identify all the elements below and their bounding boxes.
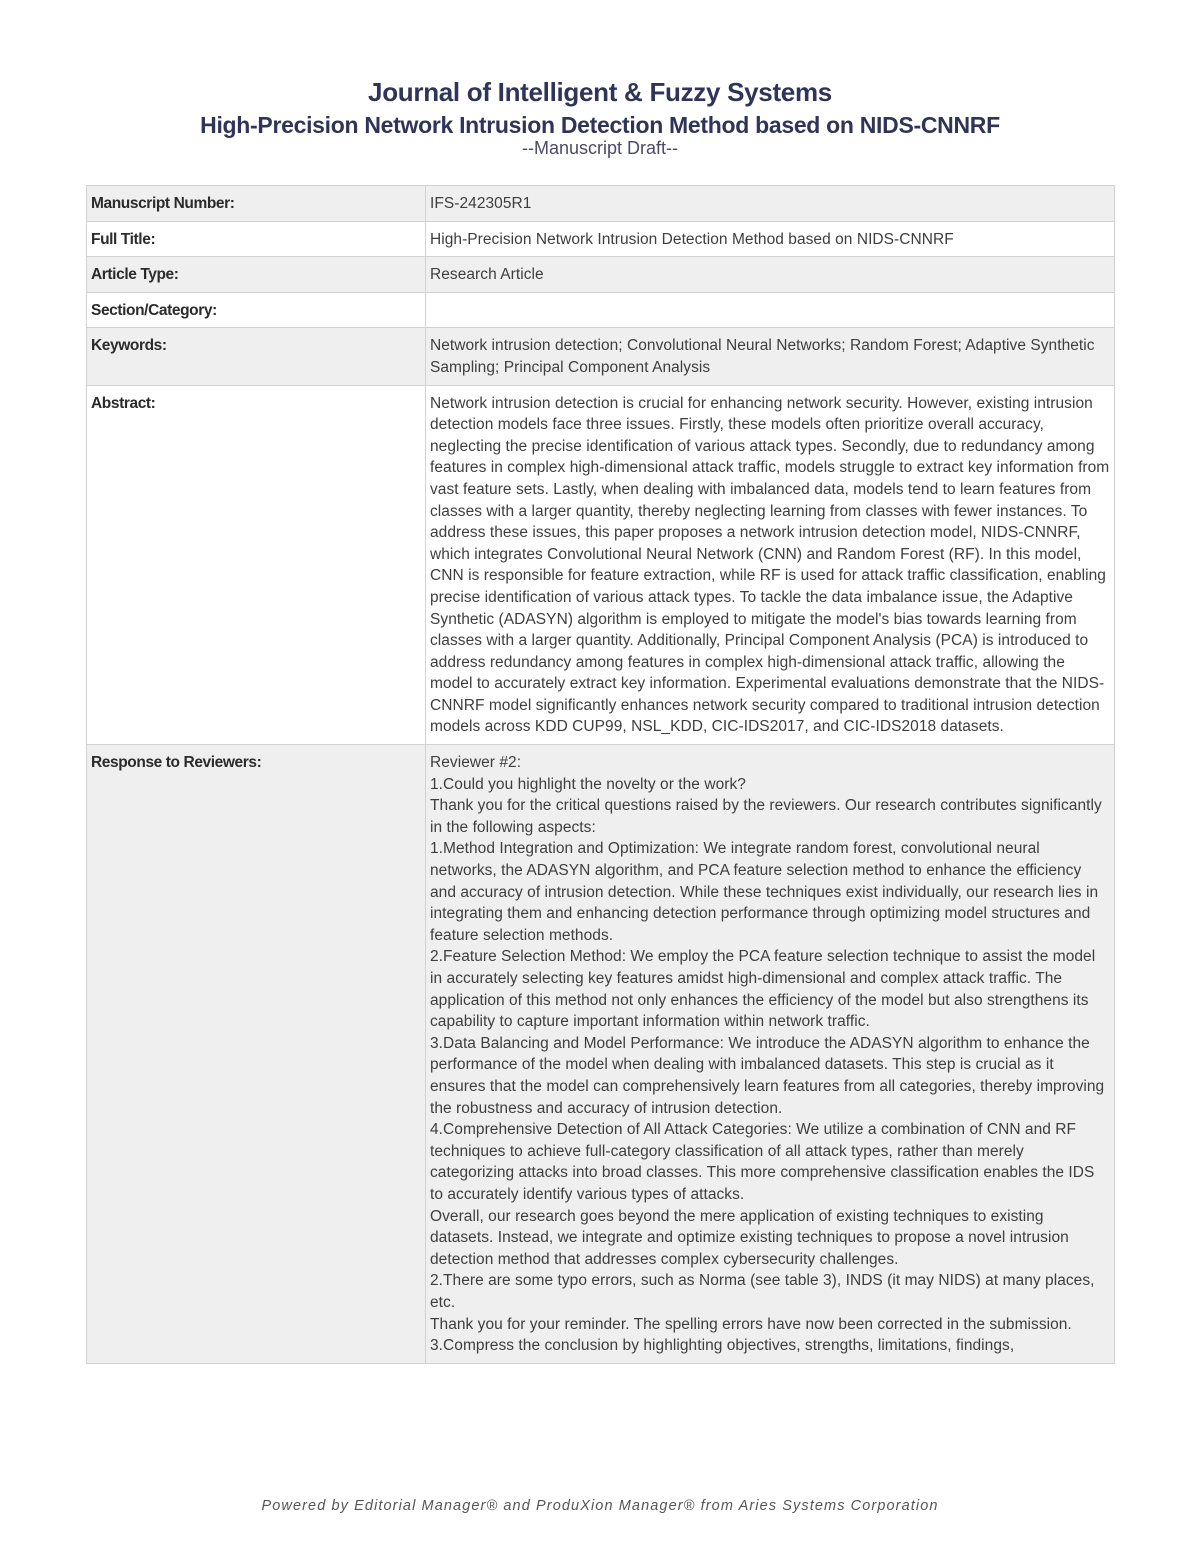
section-category-label: Section/Category: — [87, 292, 426, 328]
section-category-value — [426, 292, 1115, 328]
keywords-value: Network intrusion detection; Convolutional Neural Networks; Random Forest; Adaptive Synthetic Sampling; Principal Component Analysis — [426, 328, 1115, 385]
response-paragraph: 1.Method Integration and Optimization: We integrate random forest, convolutional neural networks, the ADASYN algorithm, and PCA feature selection method to enhance the efficiency and accuracy of intrusion detection. While these techniques exist individually, our research lies in integrating them and enhancing detection performance through optimizing model structures and feature selection methods. — [430, 840, 1099, 944]
abstract-label: Abstract: — [87, 385, 426, 745]
keywords-label: Keywords: — [87, 328, 426, 385]
table-row-keywords — [87, 328, 1115, 385]
table-row-article-type — [87, 257, 1115, 293]
article-type-value: Research Article — [426, 257, 1115, 293]
table-row-response-to-reviewers — [87, 745, 1115, 1364]
table-row-manuscript-number — [87, 186, 1115, 222]
response-paragraph: 3.Data Balancing and Model Performance: We introduce the ADASYN algorithm to enhance the performance of the model when dealing with imbalanced datasets. This step is crucial as it ensures that the model can comprehensively learn features from all categories, thereby improving the robustness and accuracy of intrusion detection. — [430, 1034, 1105, 1117]
journal-title: Journal of Intelligent & Fuzzy Systems — [368, 77, 832, 107]
response-paragraph: Overall, our research goes beyond the mere application of existing techniques to existing datasets. Instead, we integrate and optimize existing techniques to propose a novel intrusion detection method that addresses complex cybersecurity challenges. — [430, 1207, 1069, 1268]
manuscript-number-value: IFS-242305R1 — [426, 186, 1115, 222]
response-paragraph: Thank you for your reminder. The spelling errors have now been corrected in the submission. — [430, 1315, 1072, 1333]
document-header — [0, 74, 1200, 158]
full-title-label: Full Title: — [87, 221, 426, 257]
response-paragraph: 4.Comprehensive Detection of All Attack Categories: We utilize a combination of CNN and RF techniques to achieve full-category classification of all attack types, rather than merely categorizing attacks into broad classes. This more comprehensive classification enables the IDS to accurately identify various types of attacks. — [430, 1121, 1095, 1203]
response-to-reviewers-label: Response to Reviewers: — [87, 745, 426, 1364]
full-title-value: High-Precision Network Intrusion Detection Method based on NIDS-CNNRF — [426, 221, 1115, 257]
response-paragraph: 3.Compress the conclusion by highlighting objectives, strengths, limitations, findings, — [430, 1337, 1015, 1355]
table-row-abstract — [87, 385, 1115, 745]
response-to-reviewers-value — [426, 745, 1115, 1364]
response-paragraph: 2.Feature Selection Method: We employ the PCA feature selection technique to assist the model in accurately selecting key features amidst high-dimensional and complex attack traffic. The application of this method not only enhances the efficiency of the model but also strengthens its capability to capture important information within network traffic. — [430, 948, 1096, 1031]
response-paragraph: 1.Could you highlight the novelty or the work? — [430, 775, 746, 793]
response-paragraph: Reviewer #2: — [430, 754, 522, 772]
article-type-label: Article Type: — [87, 257, 426, 293]
abstract-value: Network intrusion detection is crucial for enhancing network security. However, existing intrusion detection models face three issues. Firstly, these models often prioritize overall accuracy, neglecting the precise identification of various attack types. Secondly, due to redundancy among features in complex high-dimensional attack traffic, models struggle to extract key information from vast feature sets. Lastly, when dealing with imbalanced data, models tend to learn features from classes with a larger quantity, thereby neglecting learning from classes with fewer instances. To address these issues, this paper proposes a network intrusion detection model, NIDS-CNNRF, which integrates Convolutional Neural Network (CNN) and Random Forest (RF). In this model, CNN is responsible for feature extraction, while RF is used for attack traffic classification, enabling precise identification of various attack types. To tackle the data imbalance issue, the Adaptive Synthetic (ADASYN) algorithm is employed to mitigate the model's bias towards learning from classes with a larger quantity. Additionally, Principal Component Analysis (PCA) is introduced to address redundancy among features in complex high-dimensional attack traffic, allowing the model to accurately extract key information. Experimental evaluations demonstrate that the NIDS-CNNRF model significantly enhances network security compared to traditional intrusion detection models across KDD CUP99, NSL_KDD, CIC-IDS2017, and CIC-IDS2018 datasets. — [426, 385, 1115, 745]
manuscript-number-label: Manuscript Number: — [87, 186, 426, 222]
draft-label: --Manuscript Draft-- — [521, 138, 678, 158]
manuscript-info-table — [86, 185, 1115, 1364]
table-row-section-category — [87, 292, 1115, 328]
response-paragraph: 2.There are some typo errors, such as Norma (see table 3), INDS (it may NIDS) at many places, etc. — [430, 1272, 1095, 1311]
powered-by-footer: Powered by Editorial Manager® and ProduXion Manager® from Aries Systems Corporation — [261, 1498, 939, 1514]
response-paragraph: Thank you for the critical questions raised by the reviewers. Our research contributes significantly in the following aspects: — [430, 797, 1102, 836]
table-row-full-title — [87, 221, 1115, 257]
manuscript-title: High-Precision Network Intrusion Detection Method based on NIDS-CNNRF — [200, 112, 1000, 138]
